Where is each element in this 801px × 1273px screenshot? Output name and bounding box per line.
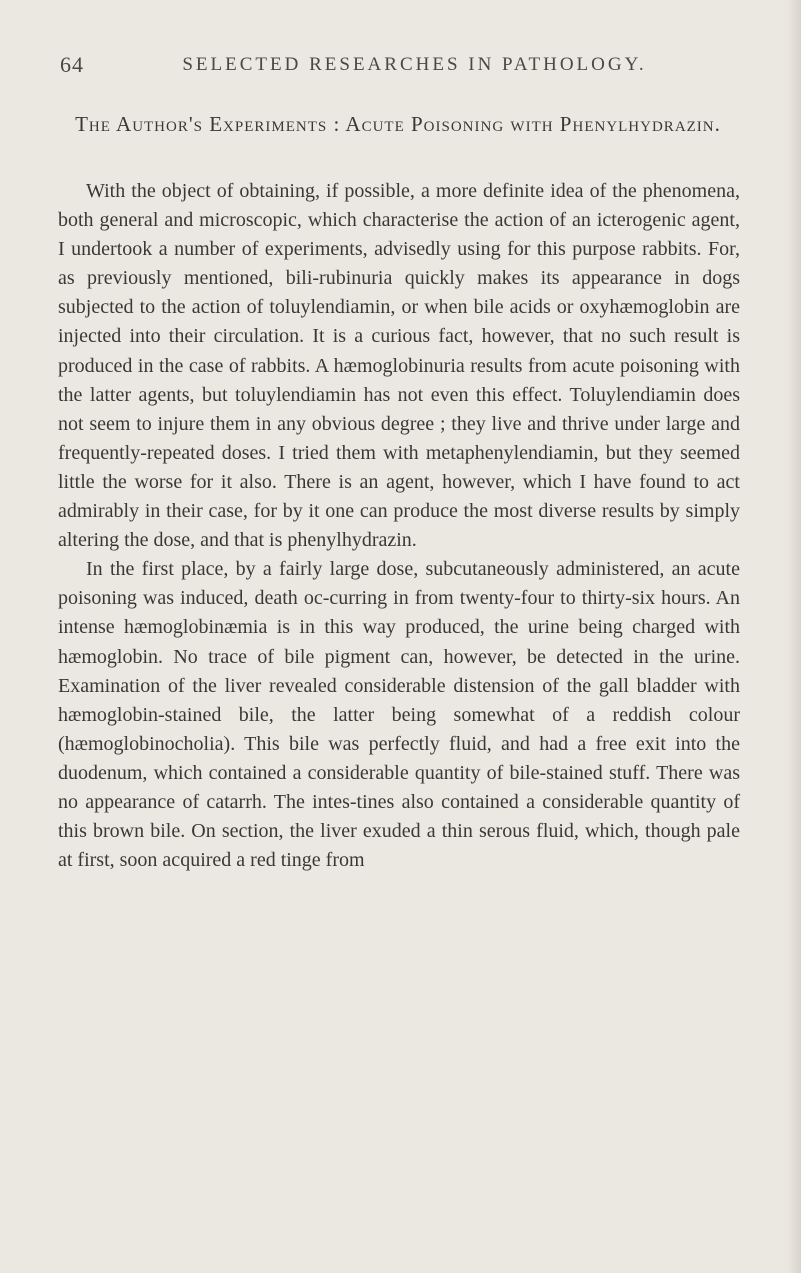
section-heading: The Author's Experiments : Acute Poisoning with Phenylhydrazin. (75, 112, 721, 136)
book-title: SELECTED RESEARCHES IN PATHOLOGY. (182, 54, 647, 75)
paragraph-2: In the first place, by a fairly large dose, subcutaneously administered, an acute poisoning was induced, death oc-curring in from twenty-four to thirty-six hours. An intense hæmoglobinæmia is in this way produced, the urine being charged with hæmoglobin. No trace of bile pigment can, however, be detected in the urine. Examination of the liver revealed considerable distension of the gall bladder with hæmoglobin-stained bile, the latter being somewhat of a reddish colour (hæmoglobinocholia). This bile was perfectly fluid, and had a free exit into the duodenum, which contained a considerable quantity of bile-stained stuff. There was no appearance of catarrh. The intes-tines also contained a considerable quantity of this brown bile. On section, the liver exuded a thin serous fluid, which, though pale at first, soon acquired a red tinge from (58, 558, 740, 872)
page-edge-shadow (787, 0, 801, 1273)
page-number: 64 (60, 52, 84, 77)
body-text (58, 177, 740, 875)
running-head (0, 52, 801, 82)
paragraph-1: With the object of obtaining, if possible, a more definite idea of the phenomena, both general and microscopic, which characterise the action of an icterogenic agent, I undertook a number of experiments, advisedly using for this purpose rabbits. For, as previously mentioned, bili-rubinuria quickly makes its appearance in dogs subjected to the action of toluylendiamin, or when bile acids or oxyhæmoglobin are injected into their circulation. It is a curious fact, however, that no such result is produced in the case of rabbits. A hæmoglobinuria results from acute poisoning with the latter agents, but toluylendiamin has not even this effect. Toluylendiamin does not seem to injure them in any obvious degree ; they live and thrive under large and frequently-repeated doses. I tried them with metaphenylendiamin, but they seemed little the worse for it also. There is an agent, however, which I have found to act admirably in their case, for by it one can produce the most diverse results by simply altering the dose, and that is phenylhydrazin. (58, 180, 740, 552)
